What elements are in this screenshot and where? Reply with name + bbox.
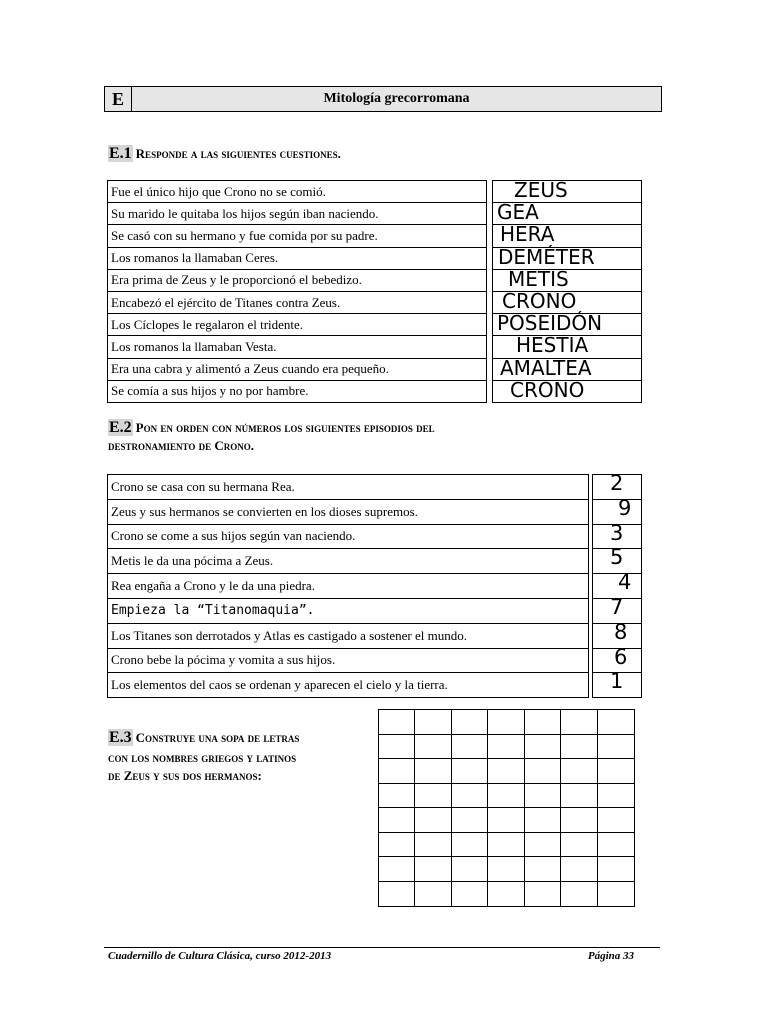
footer-page-number: Página 33 [587, 950, 634, 962]
e3-heading-line2 [108, 750, 296, 766]
grid-cell[interactable] [379, 882, 415, 907]
grid-cell[interactable] [379, 759, 415, 784]
grid-cell[interactable] [525, 735, 561, 760]
e2-heading [108, 420, 435, 436]
e3-heading [108, 730, 299, 746]
grid-cell[interactable] [452, 808, 488, 833]
e1-answer-text: METIS [508, 266, 569, 291]
e2-number-text: 3 [610, 520, 624, 545]
e2-episode: Crono se casa con su hermana Rea. [107, 474, 589, 500]
grid-cell[interactable] [488, 808, 524, 833]
grid-cell[interactable] [452, 833, 488, 858]
e2-number-text: 1 [610, 669, 624, 694]
grid-cell[interactable] [561, 784, 597, 809]
grid-cell[interactable] [488, 759, 524, 784]
grid-cell[interactable] [525, 710, 561, 735]
grid-cell[interactable] [488, 784, 524, 809]
e1-title: Responde a las siguientes cuestiones. [135, 146, 341, 161]
e1-question: Los romanos la llamaban Vesta. [107, 335, 487, 358]
e2-episode: Los Titanes son derrotados y Atlas es castigado a sostener el mundo. [107, 623, 589, 649]
grid-cell[interactable] [415, 710, 451, 735]
grid-cell[interactable] [488, 735, 524, 760]
grid-cell[interactable] [598, 882, 634, 907]
section-header [104, 86, 662, 112]
grid-cell[interactable] [561, 759, 597, 784]
e2-number-text: 9 [618, 495, 632, 520]
grid-cell[interactable] [452, 759, 488, 784]
grid-cell[interactable] [598, 735, 634, 760]
grid-cell[interactable] [452, 784, 488, 809]
grid-cell[interactable] [561, 833, 597, 858]
e1-answer-text: GEA [497, 200, 539, 225]
e1-question: Su marido le quitaba los hijos según iban naciendo. [107, 202, 487, 225]
grid-cell[interactable] [379, 735, 415, 760]
e2-number-text: 8 [614, 619, 628, 644]
grid-cell[interactable] [598, 857, 634, 882]
e2-number-text: 6 [614, 644, 628, 669]
grid-cell[interactable] [415, 857, 451, 882]
grid-cell[interactable] [525, 808, 561, 833]
grid-cell[interactable] [525, 857, 561, 882]
e1-answer-text: AMALTEA [500, 355, 592, 380]
grid-cell[interactable] [379, 710, 415, 735]
footer-left: Cuadernillo de Cultura Clásica, curso 2012-2013 [108, 950, 332, 962]
grid-cell[interactable] [415, 808, 451, 833]
e1-question: Encabezó el ejército de Titanes contra Zeus. [107, 291, 487, 314]
e1-question: Era una cabra y alimentó a Zeus cuando era pequeño. [107, 358, 487, 381]
e1-question: Fue el único hijo que Crono no se comió. [107, 180, 487, 203]
grid-cell[interactable] [452, 735, 488, 760]
grid-cell[interactable] [488, 833, 524, 858]
grid-cell[interactable] [598, 808, 634, 833]
grid-cell[interactable] [598, 759, 634, 784]
grid-cell[interactable] [415, 735, 451, 760]
e2-number-text: 7 [610, 595, 624, 619]
grid-cell[interactable] [561, 808, 597, 833]
e3-title-line2: con los nombres griegos y latinos [108, 750, 297, 765]
grid-cell[interactable] [561, 735, 597, 760]
e2-number-text: 5 [610, 545, 624, 570]
grid-cell[interactable] [488, 857, 524, 882]
e2-heading-line2 [108, 438, 254, 454]
grid-cell[interactable] [525, 833, 561, 858]
e1-question: Los Cíclopes le regalaron el tridente. [107, 313, 487, 336]
e1-answer-text: HERA [500, 222, 555, 247]
grid-cell[interactable] [379, 857, 415, 882]
grid-cell[interactable] [525, 882, 561, 907]
grid-cell[interactable] [598, 833, 634, 858]
e3-heading-line3 [108, 768, 262, 784]
grid-cell[interactable] [415, 759, 451, 784]
grid-cell[interactable] [452, 857, 488, 882]
e1-heading [108, 146, 341, 162]
grid-cell[interactable] [561, 882, 597, 907]
e1-answer-text: HESTIA [516, 333, 589, 358]
e2-code: E.2 [109, 419, 132, 436]
e2-title-line2: destronamiento de Crono. [108, 438, 254, 453]
grid-cell[interactable] [379, 808, 415, 833]
e1-code: E.1 [109, 145, 132, 162]
grid-cell[interactable] [415, 833, 451, 858]
e3-code: E.3 [109, 729, 132, 746]
e2-episode: Empieza la “Titanomaquia”. [107, 598, 589, 624]
grid-cell[interactable] [452, 882, 488, 907]
e1-answer-text: CRONO [510, 377, 585, 402]
grid-cell[interactable] [488, 882, 524, 907]
grid-cell[interactable] [598, 784, 634, 809]
grid-cell[interactable] [525, 784, 561, 809]
e2-episode: Rea engaña a Crono y le da una piedra. [107, 573, 589, 599]
e1-question: Se casó con su hermano y fue comida por su padre. [107, 224, 487, 247]
e3-title-line3: de Zeus y sus dos hermanos: [108, 768, 262, 783]
e1-answer-text: ZEUS [514, 178, 568, 202]
e2-episode: Crono bebe la pócima y vomita a sus hijos. [107, 648, 589, 674]
e1-question: Los romanos la llamaban Ceres. [107, 247, 487, 270]
e1-question: Era prima de Zeus y le proporcionó el bebedizo. [107, 269, 487, 292]
grid-cell[interactable] [452, 710, 488, 735]
grid-cell[interactable] [561, 857, 597, 882]
grid-cell[interactable] [379, 833, 415, 858]
e2-number-text: 2 [610, 471, 624, 495]
e3-title-line1: Construye una sopa de letras [135, 730, 300, 745]
e2-title-line1: Pon en orden con números los siguientes episodios del [135, 420, 435, 435]
grid-cell[interactable] [415, 784, 451, 809]
e2-episode: Metis le da una pócima a Zeus. [107, 548, 589, 574]
footer-divider [104, 947, 660, 948]
e1-answer-text: CRONO [502, 289, 577, 313]
e1-answer-text: POSEIDÓN [497, 311, 603, 336]
e2-episode: Crono se come a sus hijos según van naciendo. [107, 524, 589, 550]
word-search-grid[interactable] [378, 709, 635, 907]
e2-number-text: 4 [618, 570, 632, 595]
e2-episode: Zeus y sus hermanos se convierten en los dioses supremos. [107, 499, 589, 525]
e2-episode: Los elementos del caos se ordenan y aparecen el cielo y la tierra. [107, 672, 589, 698]
e1-question: Se comía a sus hijos y no por hambre. [107, 380, 487, 403]
grid-cell[interactable] [561, 710, 597, 735]
grid-cell[interactable] [488, 710, 524, 735]
grid-cell[interactable] [379, 784, 415, 809]
section-title: Mitología grecorromana [323, 91, 470, 106]
e1-answer-text: DEMÉTER [498, 244, 595, 269]
section-letter: E [105, 87, 132, 111]
grid-cell[interactable] [598, 710, 634, 735]
grid-cell[interactable] [415, 882, 451, 907]
grid-cell[interactable] [525, 759, 561, 784]
